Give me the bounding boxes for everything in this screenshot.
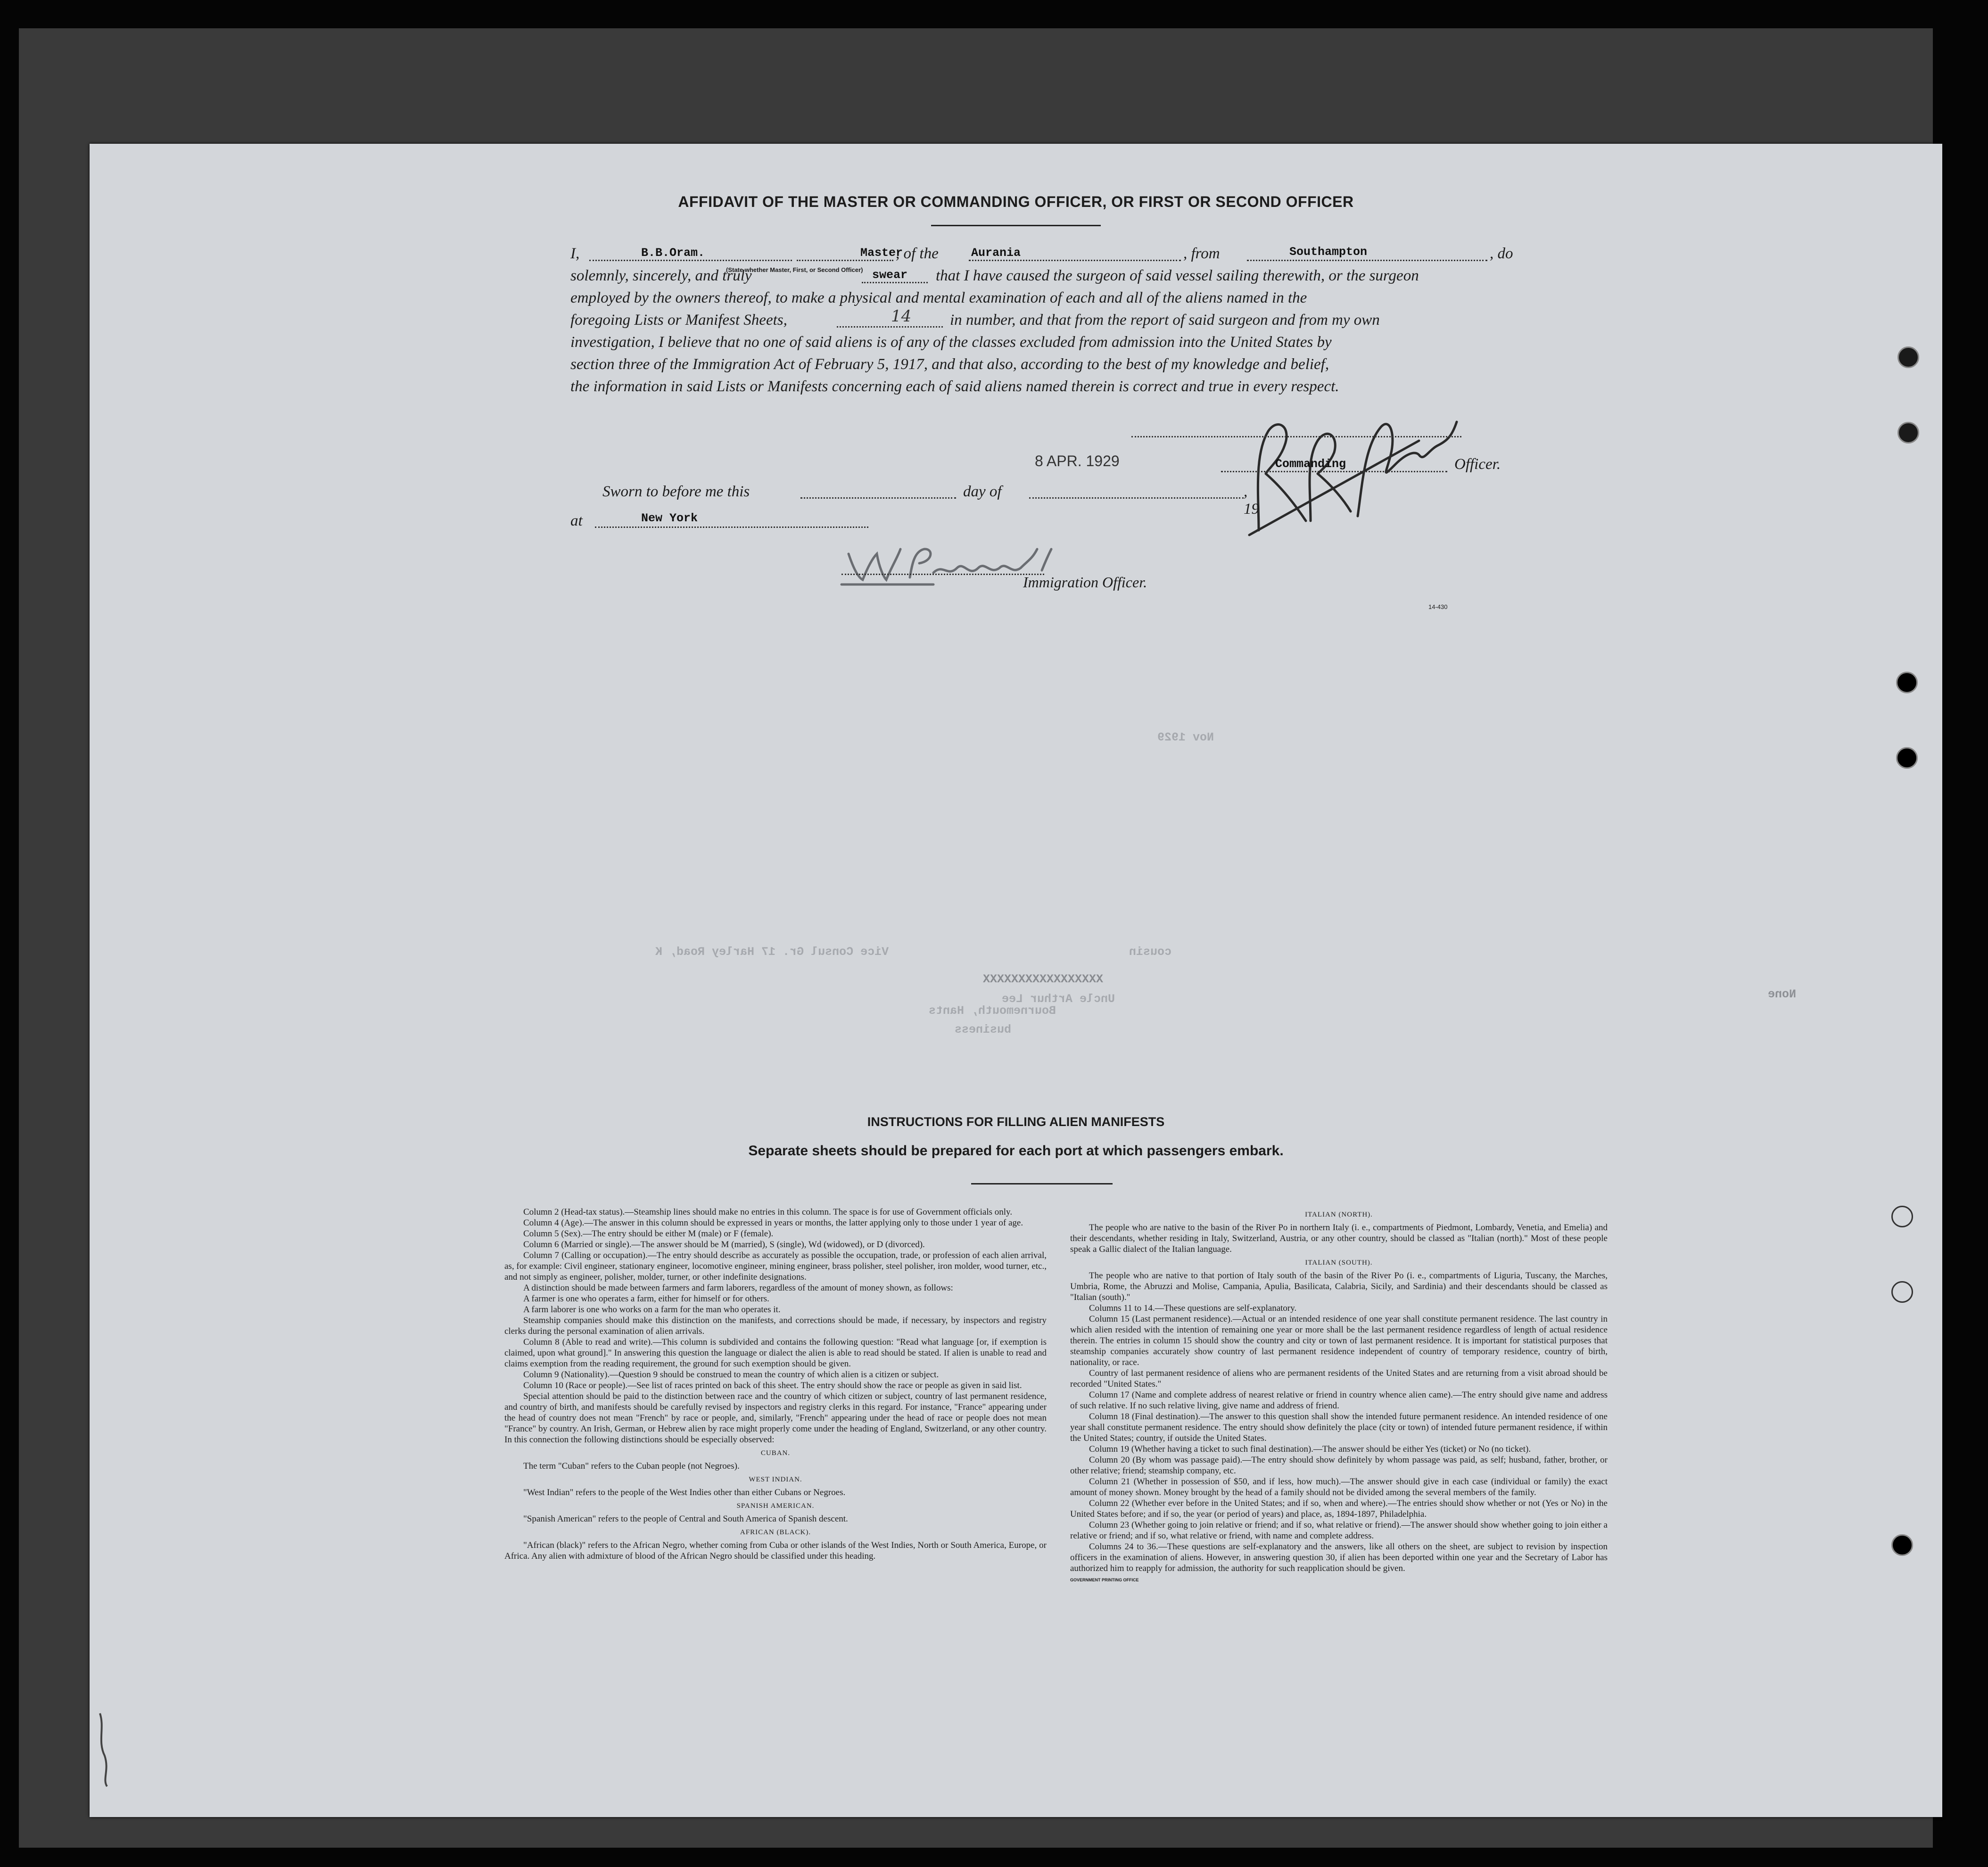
- right-para-1: Columns 11 to 14.—These questions are self-explanatory.: [1089, 1303, 1297, 1313]
- spanish-american-text: "Spanish American" refers to the people of Central and South America of Spanish descent.: [523, 1514, 848, 1524]
- bleed-text-4: XXXXXXXXXXXXXXXXX: [983, 972, 1104, 986]
- bleed-text-8: None: [1768, 987, 1797, 1001]
- italian-south-heading: ITALIAN (SOUTH).: [1305, 1259, 1373, 1267]
- left-para-5: Column 7 (Calling or occupation).—The entry should describe as accurately as possible the occupation, trade, or profession of each alien arrival, as, for example: Civil engineer, stationary engineer, locomotive engineer, mining engineer, brass polisher, steel polisher, iron molder, wood turner, etc., and not simply as engineer, polisher, molder, turner, or other indefinite designations.: [504, 1250, 1047, 1282]
- left-para-8: A farm laborer is one who works on a farm for the man who operates it.: [523, 1305, 781, 1315]
- affidavit-line-6: section three of the Immigration Act of February 5, 1917, and that also, according to the best of my knowledge and belief,: [570, 356, 1329, 373]
- binding-hole-2: [1897, 422, 1919, 444]
- left-para-6: A distinction should be made between farmers and farm laborers, regardless of the amount of money shown, as follows:: [523, 1283, 953, 1293]
- sheets-line: [837, 311, 943, 328]
- at-line: [570, 512, 853, 535]
- instructions-title: INSTRUCTIONS FOR FILLING ALIEN MANIFESTS: [867, 1115, 1165, 1129]
- right-para-10: Column 23 (Whether going to join relative or friend; and if so, what relative or friend).—The answer should show whether going to join either a relative or friend; and if so, what relative or friend, with name and complete address.: [1070, 1520, 1608, 1541]
- left-para-7: A farmer is one who operates a farm, either for himself or for others.: [523, 1294, 769, 1304]
- left-para-4: Column 6 (Married or single).—The answer should be M (married), S (single), Wd (widowed), or D (divorced).: [523, 1240, 925, 1250]
- cuban-heading: CUBAN.: [760, 1449, 791, 1457]
- officer-line: [1221, 471, 1447, 472]
- cuban-text: The term "Cuban" refers to the Cuban people (not Negroes).: [523, 1461, 740, 1471]
- left-para-3: Column 5 (Sex).—The entry should be either M (male) or F (female).: [523, 1229, 774, 1239]
- month-line: [1029, 497, 1244, 499]
- text-in-number: in number, and that from the report of said surgeon and from my own: [950, 312, 1380, 329]
- instructions-underline: [971, 1183, 1113, 1184]
- right-para-2: Column 15 (Last permanent residence).—Actual or an intended residence of one year shall constitute permanent residence. The last country in which alien resided with the intention of remaining one year or more shall be the last permanent residence regardless of length of actual residence therein. The entries in column 15 should show the country and city or town of last permanent residence. It is important for statistical purposes that steamship companies accurately show country of last permanent residence independent of country of temporary residence, country of birth, nationality, or race.: [1070, 1314, 1608, 1367]
- sworn-place: New York: [641, 511, 698, 525]
- left-para-2: Column 4 (Age).—The answer in this column should be expressed in years or months, the latter applying only to those under 1 year of age.: [523, 1218, 1023, 1228]
- label-from: , from: [1183, 245, 1220, 262]
- italian-north-text: The people who are native to the basin of the River Po in northern Italy (i. e., compartments of Piedmont, Lombardy, Venetia, and Emelia) and their descendants, whether residing in Italy, Switzerland, Austria, or any other country, should be classed as "Italian (north)." Most of these people speak a Gallic dialect of the Italian language.: [1070, 1223, 1608, 1254]
- left-para-11: Column 9 (Nationality).—Question 9 should be construed to mean the country of which alien is a citizen or subject.: [523, 1370, 939, 1380]
- west-indian-text: "West Indian" refers to the people of the West Indies other than either Cubans or Negroes.: [523, 1488, 846, 1497]
- label-sworn: Sworn to before me this: [602, 483, 750, 500]
- officer-sign-line: [841, 574, 1044, 575]
- italian-south-text: The people who are native to that portion of Italy south of the basin of the River Po (i. e., compartments of Liguria, Tuscany, the Marches, Umbria, Rome, the Abruzzi and Molise, Campania, Apulia, Basilicata, Calabria, Sicily, and Sardinia) and their descendants should be classed as "Italian (south).": [1070, 1271, 1608, 1302]
- binding-hole-1: [1897, 346, 1919, 368]
- right-para-7: Column 20 (By whom was passage paid).—The entry should show definitely by whom passage was paid, as self; husband, father, brother, or other relative; friend; steamship company, etc.: [1070, 1455, 1608, 1476]
- binding-hole-6: [1891, 1281, 1913, 1303]
- affidavit-line-5: investigation, I believe that no one of said aliens is of any of the classes excluded from admission into the United States by: [570, 334, 1332, 351]
- african-heading: AFRICAN (BLACK).: [740, 1529, 811, 1536]
- label-i: I,: [570, 245, 580, 262]
- left-para-10: Column 8 (Able to read and write).—This column is subdivided and contains the following question: "Read what language [or, if exemption is claimed, upon what ground]." In answering this question the language or dialect the alien is able to read should be stated. If alien is unable to read and claims exemption from the reading requirement, the ground for such exemption should be given.: [504, 1337, 1047, 1369]
- bleed-text-5: Uncle Arthur Lee: [1002, 992, 1115, 1006]
- margin-pen-mark: [91, 1709, 119, 1789]
- officer-label: Officer.: [1454, 456, 1501, 473]
- place-line: [595, 526, 868, 528]
- bleed-text-1: Nov 1929: [1157, 731, 1214, 744]
- binding-hole-3: [1896, 672, 1918, 693]
- bleed-text-2: cousin: [1129, 945, 1172, 959]
- right-para-4: Column 17 (Name and complete address of nearest relative or friend in country whence alien came).—The entry should give name and address of such relative. If no such relative living, give name and address of friend.: [1070, 1390, 1608, 1411]
- officer-title: Commanding: [1275, 457, 1346, 471]
- manifest-page: [90, 144, 1942, 1817]
- affidavit-title: AFFIDAVIT OF THE MASTER OR COMMANDING OFFICER, OR FIRST OR SECOND OFFICER: [678, 193, 1354, 210]
- left-para-9: Steamship companies should make this distinction on the manifests, and corrections should be made, if necessary, by inspectors and registry clerks during the personal examination of alien arrivals.: [504, 1316, 1047, 1336]
- sheet-count: 14: [891, 307, 912, 326]
- master-name: B.B.Oram.: [641, 246, 705, 260]
- african-text: "African (black)" refers to the African Negro, whether coming from Cuba or other islands of the West Indies, North or South America, Europe, or Africa. Any alien with admixture of blood of the African Negro should be classified under this heading.: [504, 1540, 1047, 1561]
- affidavit-line-4: [570, 309, 1570, 331]
- affidavit-line-7: the information in said Lists or Manifests concerning each of said aliens named therein is correct and true in every respect.: [570, 378, 1339, 395]
- printer-imprint: GOVERNMENT PRINTING OFFICE: [1070, 1578, 1139, 1582]
- label-of-the: , of the: [896, 245, 939, 262]
- right-para-6: Column 19 (Whether having a ticket to such final destination).—The answer should be either Yes (ticket) or No (no ticket).: [1089, 1444, 1531, 1454]
- date-stamp: 8 APR. 1929: [1035, 452, 1120, 469]
- text-foregoing: foregoing Lists or Manifest Sheets,: [570, 312, 787, 329]
- affidavit-line-2: [570, 265, 1570, 287]
- label-at: at: [570, 512, 583, 529]
- label-day-of: day of: [963, 483, 1002, 500]
- bleed-text-3: Vice Consul Gr. 17 Harley Road, K: [655, 945, 889, 959]
- binding-hole-5: [1891, 1206, 1913, 1227]
- left-para-12: Column 10 (Race or people).—See list of races printed on back of this sheet. The entry should show the race or people as given in said list.: [523, 1381, 1022, 1390]
- vessel-name: Aurania: [971, 246, 1021, 260]
- left-para-1: Column 2 (Head-tax status).—Steamship lines should make no entries in this column. The space is for use of Government officials only.: [523, 1207, 1013, 1217]
- bleed-text-7: business: [955, 1023, 1012, 1036]
- signature-line: [1131, 436, 1461, 437]
- instructions-right-column: [1070, 1207, 1608, 1586]
- instructions-subtitle: Separate sheets should be prepared for each port at which passengers embark.: [748, 1143, 1284, 1159]
- instructions-left-column: [504, 1207, 1047, 1562]
- west-indian-heading: WEST INDIAN.: [749, 1476, 802, 1483]
- departure-port: Southampton: [1289, 245, 1368, 259]
- form-number: 14-430: [1428, 603, 1448, 610]
- text-surgeon: that I have caused the surgeon of said vessel sailing therewith, or the surgeon: [936, 267, 1419, 284]
- affidavit-body: [570, 243, 1570, 398]
- affidavit-line-3: employed by the owners thereof, to make a physical and mental examination of each and all of the aliens named in the: [570, 289, 1307, 306]
- right-para-11: Columns 24 to 36.—These questions are self-explanatory and the answers, like all others on the sheet, are subject to revision by inspection officers in the examination of aliens. However, in answering question 30, if alien has been deported within one year and the Secretary of Labor has authorized him to reapply for admission, the authority for such reapplication should be given.: [1070, 1542, 1608, 1573]
- italian-north-heading: ITALIAN (NORTH).: [1305, 1211, 1373, 1218]
- binding-hole-4: [1896, 747, 1918, 769]
- right-para-9: Column 22 (Whether ever before in the United States; and if so, when and where).—The entries should show whether or not (Yes or No) in the United States before; and if so, the year (or period of years) and place, as, 1894-1897, Philadelphia.: [1070, 1498, 1608, 1519]
- spanish-american-heading: SPANISH AMERICAN.: [736, 1502, 815, 1510]
- right-para-3: Country of last permanent residence of aliens who are permanent residents of the United States and are returning from a visit abroad should be recorded "United States.": [1070, 1368, 1608, 1389]
- text-solemnly: solemnly, sincerely, and truly: [570, 267, 752, 284]
- day-line: [800, 497, 956, 499]
- immigration-officer-label: Immigration Officer.: [1023, 574, 1147, 591]
- label-year: , 19: [1244, 483, 1259, 518]
- binding-hole-7: [1891, 1534, 1913, 1556]
- title-underline: [931, 225, 1101, 226]
- bleed-text-6: Bournemouth, Hants: [929, 1004, 1056, 1018]
- rank-note: (State whether Master, First, or Second Officer): [726, 266, 863, 273]
- right-para-5: Column 18 (Final destination).—The answer to this question shall show the intended future permanent residence. An intended residence of one year shall constitute permanent residence. The entry should show definitely the place (city or town) of intended future permanent residence, if within the United States; country, if outside the United States.: [1070, 1412, 1608, 1443]
- affidavit-line-1: [570, 243, 1570, 273]
- label-do: , do: [1490, 245, 1513, 262]
- officer-rank: Master: [860, 246, 903, 260]
- left-para-13: Special attention should be paid to the distinction between race and the country of which citizen or subject, country of last permanent residence, and country of birth, and manifests should be carefully revised by inspectors and registry clerks in this regard. For instance, "France" appearing under the head of country does not mean "French" by race or people, and, similarly, "French" appearing under the head of race or people does not mean "France" by country. An Irish, German, or Hebrew alien by race might properly come under the heading of England, Switzerland, or any other country. In this connection the following distinctions should be especially observed:: [504, 1391, 1047, 1445]
- right-para-8: Column 21 (Whether in possession of $50, and if less, how much).—The answer should give in each case (individual or family) the exact amount of money shown. Money brought by the head of a family should not be divided among the several members of the family.: [1070, 1477, 1608, 1497]
- oath-word: swear: [872, 268, 908, 282]
